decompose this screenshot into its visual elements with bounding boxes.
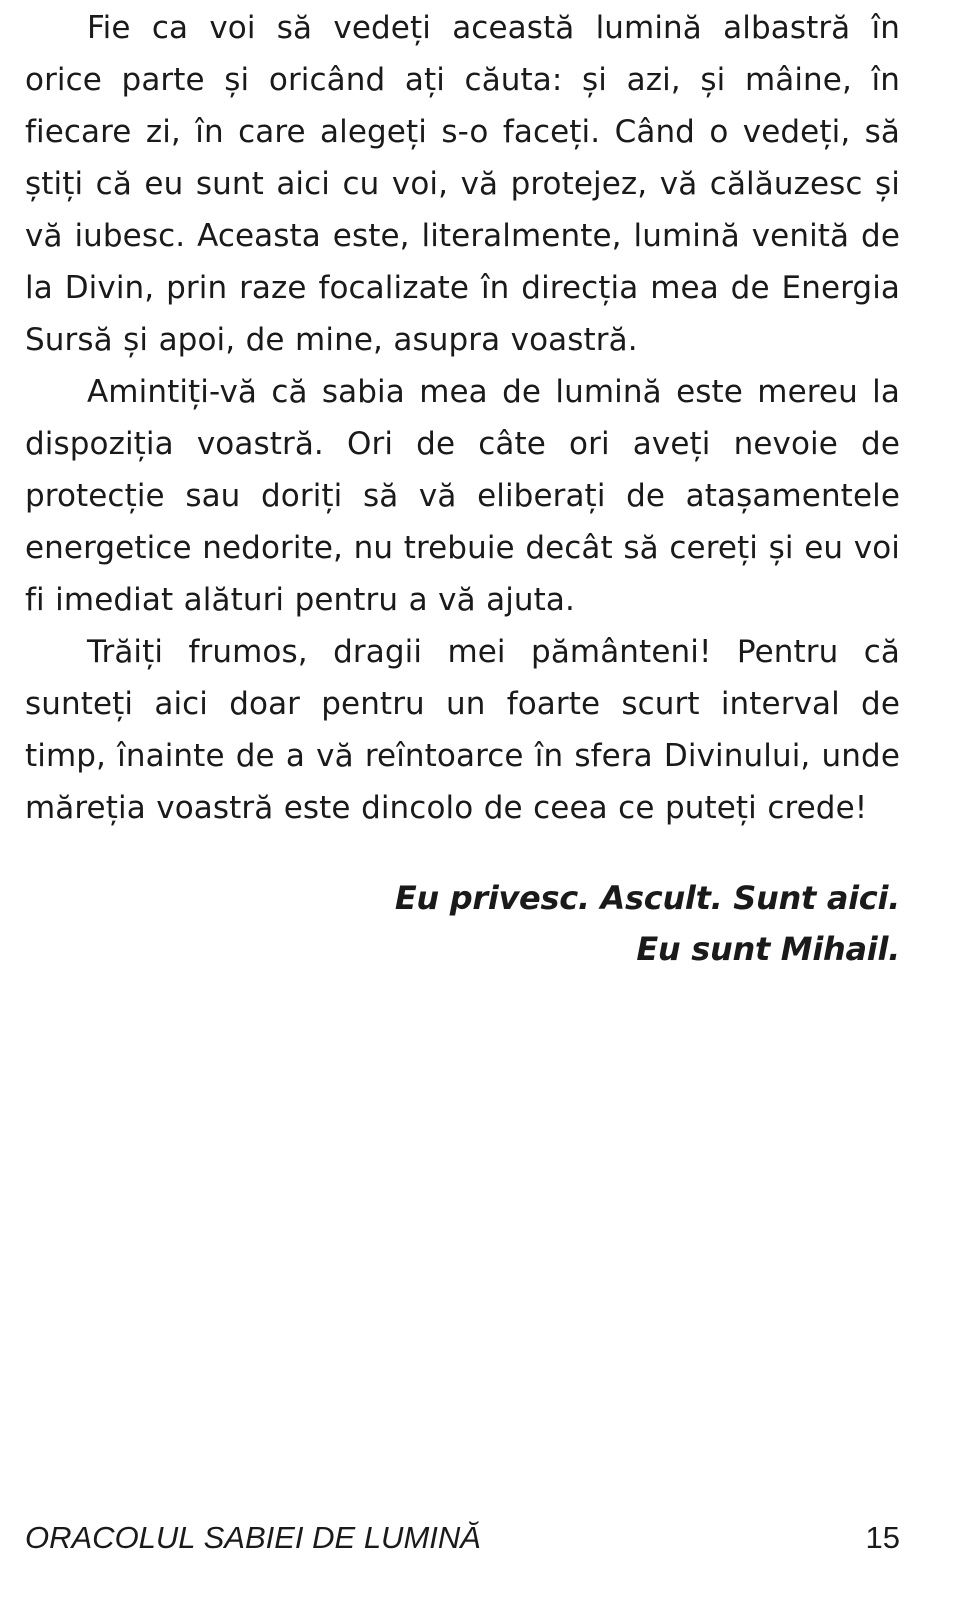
signature-block xyxy=(395,873,900,975)
signature-line-2: Eu sunt Mihail. xyxy=(636,930,900,968)
signature-line-1: Eu privesc. Ascult. Sunt aici. xyxy=(394,879,900,917)
paragraph-3: Trăiți frumos, dragii mei pământeni! Pentru că sunteți aici doar pentru un foarte scurt interval de timp, înainte de a vă reîntoarce în sfera Divinului, unde măreția voastră este dincolo de ceea ce puteți crede! xyxy=(25,634,900,826)
footer-book-title: ORACOLUL SABIEI DE LUMINĂ xyxy=(25,1520,481,1555)
paragraph-1: Fie ca voi să vedeți această lumină albastră în orice parte și oricând ați căuta: și azi, și mâine, în fiecare zi, în care alegeți s-o faceți. Când o vedeți, să știți că eu sunt aici cu voi, vă protejez, vă călăuzesc și vă iubesc. Aceasta este, literalmente, lumină venită de la Divin, prin raze focalizate în direcția mea de Energia Sursă și apoi, de mine, asupra voastră. xyxy=(25,10,900,358)
footer-page-number: 15 xyxy=(865,1520,900,1555)
paragraph-2: Amintiți-vă că sabia mea de lumină este mereu la dispoziția voastră. Ori de câte ori aveți nevoie de protecție sau doriți să vă eliberați de atașamentele energetice nedorite, nu trebuie decât să cereți și eu voi fi imediat alături pentru a vă ajuta. xyxy=(25,374,900,618)
body-text xyxy=(25,2,900,834)
